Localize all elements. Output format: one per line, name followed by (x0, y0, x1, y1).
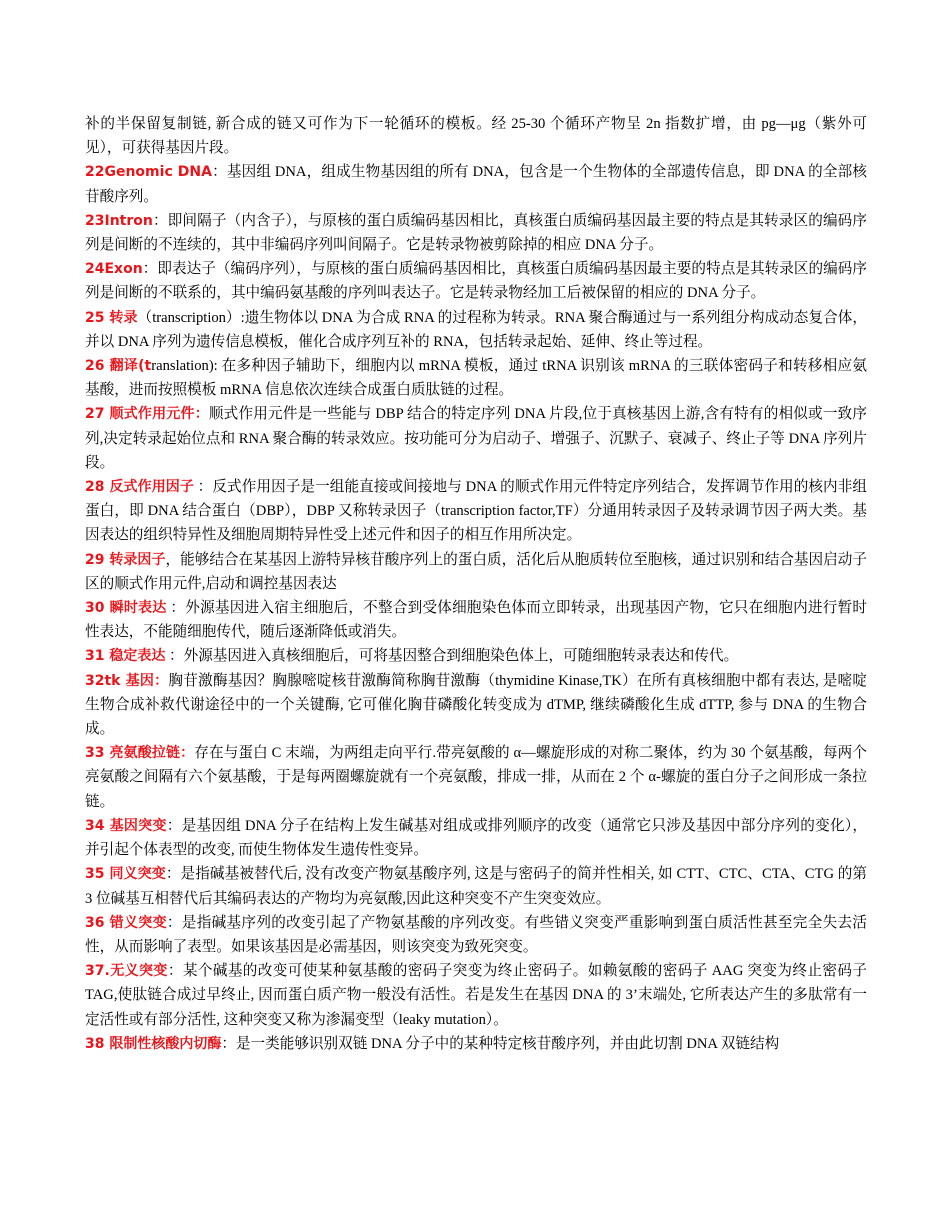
document-page (85, 112, 867, 1056)
glossary-entry (85, 644, 867, 668)
glossary-entry (85, 160, 867, 208)
glossary-term: 24Exon (85, 261, 143, 278)
glossary-term: 25 转录 (85, 309, 138, 326)
glossary-definition: ：是基因组 DNA 分子在结构上发生碱基对组成或排列顺序的改变（通常它只涉及基因中部分序列的变化），并引起个体表型的改变, 而使生物体发生遗传性变异。 (85, 817, 867, 859)
glossary-definition: ranslation): 在多种因子辅助下，细胞内以 mRNA 模板，通过 tRNA 识别该 mRNA 的三联体密码子和转移相应氨基酸，进而按照模板 mRNA 信息依次连续合成蛋白质肽链的过程。 (85, 358, 867, 399)
glossary-entry (85, 306, 867, 354)
glossary-definition: ：反式作用因子是一组能直接或间接地与 DNA 的顺式作用元件特定序列结合，发挥调节作用的核内非组蛋白，即 DNA 结合蛋白（DBP），DBP 又称转录因子（transcription factor,TF）分通用转录因子及转录调节因子两大类。基因表达的组织特异性及细胞周期特异性受上述元件和因子的相互作用所决定。 (85, 479, 868, 544)
glossary-term: 23Intron (85, 212, 153, 229)
glossary-list (85, 160, 867, 1056)
glossary-entry (85, 862, 867, 910)
glossary-entry (85, 257, 867, 305)
glossary-entry (85, 814, 867, 862)
glossary-term: 30 瞬时表达 (85, 600, 167, 617)
glossary-definition: ：是指碱基被替代后, 没有改变产物氨基酸序列, 这是与密码子的简并性相关, 如 CTT、CTC、CTA、CTG 的第 3 位碱基互相替代后其编码表达的产物均为亮氨酸,因此这种突变不产生突变效应。 (85, 866, 868, 907)
glossary-entry (85, 1032, 867, 1056)
glossary-term: 31 稳定表达 (85, 648, 166, 665)
glossary-term: 34 基因突变 (85, 817, 167, 834)
glossary-term: 28 反式作用因子 (85, 479, 194, 496)
glossary-definition: ：基因组 DNA，组成生物基因组的所有 DNA，包含是一个生物体的全部遗传信息，即 DNA 的全部核苷酸序列。 (85, 164, 867, 205)
glossary-definition: ，能够结合在某基因上游特异核苷酸序列上的蛋白质，活化后从胞质转位至胞核，通过识别和结合基因启动子区的顺式作用元件,启动和调控基因表达 (85, 551, 867, 592)
glossary-entry (85, 475, 867, 548)
glossary-term: 35 同义突变 (85, 866, 166, 883)
glossary-term: 37.无义突变 (85, 963, 168, 980)
glossary-definition: 胸苷激酶基因？胸腺嘧啶核苷激酶简称胸苷激酶（thymidine Kinase,TK）在所有真核细胞中都有表达, 是嘧啶生物合成补救代谢途径中的一个关键酶, 它可催化胸苷磷酸化转变成为 dTMP, 继续磷酸化生成 dTTP, 参与 DNA 的生物合成。 (85, 672, 867, 738)
glossary-definition: ：是指碱基序列的改变引起了产物氨基酸的序列改变。有些错义突变严重影响到蛋白质活性甚至完全失去活性，从而影响了表型。如果该基因是必需基因，则该突变为致死突变。 (85, 914, 867, 955)
glossary-entry (85, 354, 867, 402)
glossary-term: 38 限制性核酸内切酶 (85, 1035, 222, 1052)
glossary-term: 32tk 基因： (85, 672, 169, 689)
glossary-definition: ：即表达子（编码序列），与原核的蛋白质编码基因相比，真核蛋白质编码基因最主要的特点是其转录区的编码序列是间断的不联系的，其中编码氨基酸的序列叫表达子。它是转录物经加工后被保留的相应的 DNA 分子。 (85, 261, 867, 302)
glossary-definition: ：即间隔子（内含子），与原核的蛋白质编码基因相比，真核蛋白质编码基因最主要的特点是其转录区的编码序列是间断的不连续的，其中非编码序列叫间隔子。它是转录物被剪除掉的相应 DNA 分子。 (85, 212, 867, 254)
glossary-entry (85, 911, 867, 959)
glossary-term: 29 转录因子 (85, 551, 166, 568)
glossary-definition: ：外源基因进入真核细胞后，可将基因整合到细胞染色体上，可随细胞转录表达和传代。 (165, 648, 739, 665)
glossary-entry (85, 596, 867, 644)
glossary-entry (85, 548, 867, 596)
glossary-entry (85, 741, 867, 814)
glossary-term: 22Genomic DNA (85, 164, 212, 181)
glossary-definition: （transcription）:遗生物体以 DNA 为合成 RNA 的过程称为转录。RNA 聚合酶通过与一系列组分构成动态复合体，并以 DNA 序列为遗传信息模板，催化合成序列互补的 RNA，包括转录起始、延伸、终止等过程。 (85, 309, 868, 350)
glossary-entry (85, 959, 867, 1032)
glossary-term: 27 顺式作用元件： (85, 406, 209, 423)
glossary-definition: 顺式作用元件是一些能与 DBP 结合的特定序列 DNA 片段,位于真核基因上游,含有特有的相似或一致序列,决定转录起始位点和 RNA 聚合酶的转录效应。按功能可分为启动子、增强子、沉默子、衰减子、终止子等 DNA 序列片段。 (85, 406, 867, 471)
glossary-entry (85, 402, 867, 475)
glossary-term: 33 亮氨酸拉链： (85, 745, 195, 762)
glossary-definition: 存在与蛋白 C 末端，为两组走向平行.带亮氨酸的 α—螺旋形成的对称二聚体，约为 30 个氨基酸，每两个亮氨酸之间隔有六个氨基酸，于是每两圈螺旋就有一个亮氨酸，排成一排，从而在 2 个 α-螺旋的蛋白分子之间形成一条拉链。 (85, 745, 867, 810)
continuation-paragraph: 补的半保留复制链, 新合成的链又可作为下一轮循环的模板。经 25-30 个循环产物呈 2n 指数扩增，由 pg—μg（紫外可见），可获得基因片段。 (85, 116, 867, 157)
glossary-term: 26 翻译(t (85, 358, 152, 375)
glossary-definition: ：是一类能够识别双链 DNA 分子中的某种特定核苷酸序列，并由此切割 DNA 双链结构 (221, 1035, 780, 1052)
glossary-term: 36 错义突变 (85, 914, 167, 931)
glossary-entry (85, 669, 867, 742)
glossary-definition: ：外源基因进入宿主细胞后，不整合到受体细胞染色体而立即转录，出现基因产物，它只在细胞内进行暂时性表达，不能随细胞传代，随后逐渐降低或消失。 (85, 600, 868, 641)
glossary-definition: ：某个碱基的改变可使某种氨基酸的密码子突变为终止密码子。如赖氨酸的密码子 AAG 突变为终止密码子 TAG,使肽链合成过早终止, 因而蛋白质产物一般没有活性。若是发生在基因 DNA 的 3’末端处, 它所表达产生的多肽常有一定活性或有部分活性, 这种突变又称为渗漏变型（leaky mutation）。 (85, 963, 867, 1028)
glossary-entry (85, 209, 867, 257)
